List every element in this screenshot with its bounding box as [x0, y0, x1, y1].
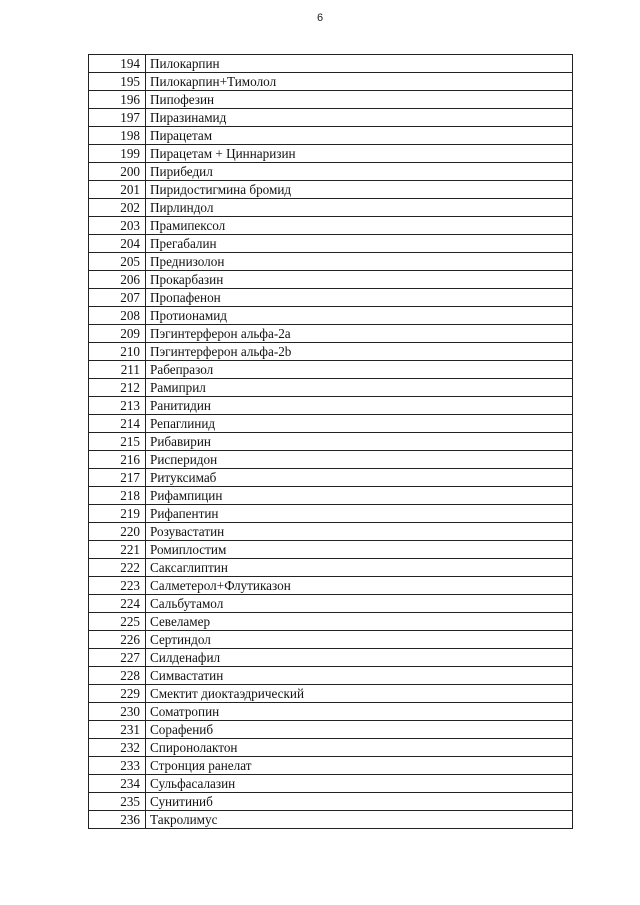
drug-name: Рифапентин [146, 505, 573, 523]
row-number: 213 [89, 397, 146, 415]
table-row [89, 613, 573, 631]
row-number: 209 [89, 325, 146, 343]
row-number: 199 [89, 145, 146, 163]
table-row [89, 541, 573, 559]
drug-name: Пэгинтерферон альфа-2b [146, 343, 573, 361]
table-row [89, 451, 573, 469]
table-row [89, 91, 573, 109]
row-number: 201 [89, 181, 146, 199]
page-number: 6 [316, 12, 324, 24]
drug-name: Ромиплостим [146, 541, 573, 559]
row-number: 202 [89, 199, 146, 217]
table-row [89, 811, 573, 829]
table-row [89, 577, 573, 595]
drug-name: Сорафениб [146, 721, 573, 739]
row-number: 230 [89, 703, 146, 721]
row-number: 204 [89, 235, 146, 253]
table-row [89, 271, 573, 289]
table-row [89, 217, 573, 235]
table-row [89, 703, 573, 721]
drug-name: Симвастатин [146, 667, 573, 685]
table-row [89, 235, 573, 253]
row-number: 232 [89, 739, 146, 757]
table-row [89, 487, 573, 505]
drug-table-body [89, 55, 573, 829]
row-number: 203 [89, 217, 146, 235]
table-row [89, 667, 573, 685]
table-row [89, 631, 573, 649]
row-number: 214 [89, 415, 146, 433]
drug-name: Такролимус [146, 811, 573, 829]
drug-name: Пилокарпин+Тимолол [146, 73, 573, 91]
row-number: 210 [89, 343, 146, 361]
row-number: 224 [89, 595, 146, 613]
row-number: 235 [89, 793, 146, 811]
drug-name: Пиразинамид [146, 109, 573, 127]
table-row [89, 469, 573, 487]
drug-name: Прамипексол [146, 217, 573, 235]
drug-name: Рифампицин [146, 487, 573, 505]
row-number: 226 [89, 631, 146, 649]
row-number: 233 [89, 757, 146, 775]
drug-name: Рисперидон [146, 451, 573, 469]
drug-name: Саксаглиптин [146, 559, 573, 577]
drug-name: Салметерол+Флутиказон [146, 577, 573, 595]
table-row [89, 793, 573, 811]
table-row [89, 721, 573, 739]
drug-name: Сунитиниб [146, 793, 573, 811]
drug-name: Пирибедил [146, 163, 573, 181]
drug-name: Рибавирин [146, 433, 573, 451]
drug-name: Сальбутамол [146, 595, 573, 613]
row-number: 194 [89, 55, 146, 73]
row-number: 205 [89, 253, 146, 271]
drug-name: Пэгинтерферон альфа-2a [146, 325, 573, 343]
row-number: 218 [89, 487, 146, 505]
drug-name: Пилокарпин [146, 55, 573, 73]
row-number: 231 [89, 721, 146, 739]
drug-name: Ритуксимаб [146, 469, 573, 487]
table-row [89, 181, 573, 199]
drug-name: Стронция ранелат [146, 757, 573, 775]
table-row [89, 109, 573, 127]
table-row [89, 397, 573, 415]
drug-name: Смектит диоктаэдрический [146, 685, 573, 703]
drug-name: Пипофезин [146, 91, 573, 109]
table-row [89, 307, 573, 325]
row-number: 222 [89, 559, 146, 577]
table-row [89, 343, 573, 361]
table-row [89, 73, 573, 91]
drug-name: Соматропин [146, 703, 573, 721]
table-row [89, 505, 573, 523]
table-row [89, 595, 573, 613]
table-row [89, 163, 573, 181]
row-number: 206 [89, 271, 146, 289]
drug-name: Пирацетам [146, 127, 573, 145]
row-number: 207 [89, 289, 146, 307]
row-number: 220 [89, 523, 146, 541]
row-number: 223 [89, 577, 146, 595]
row-number: 208 [89, 307, 146, 325]
drug-name: Розувастатин [146, 523, 573, 541]
row-number: 227 [89, 649, 146, 667]
row-number: 221 [89, 541, 146, 559]
drug-name: Спиронолактон [146, 739, 573, 757]
table-row [89, 379, 573, 397]
table-row [89, 55, 573, 73]
row-number: 195 [89, 73, 146, 91]
row-number: 215 [89, 433, 146, 451]
row-number: 216 [89, 451, 146, 469]
row-number: 212 [89, 379, 146, 397]
table-row [89, 739, 573, 757]
table-row [89, 325, 573, 343]
row-number: 200 [89, 163, 146, 181]
drug-name: Прокарбазин [146, 271, 573, 289]
table-row [89, 127, 573, 145]
drug-name: Рабепразол [146, 361, 573, 379]
row-number: 236 [89, 811, 146, 829]
drug-name: Пропафенон [146, 289, 573, 307]
drug-name: Севеламер [146, 613, 573, 631]
drug-name: Пирацетам + Циннаризин [146, 145, 573, 163]
drug-name: Преднизолон [146, 253, 573, 271]
row-number: 196 [89, 91, 146, 109]
table-row [89, 433, 573, 451]
table-row [89, 361, 573, 379]
row-number: 234 [89, 775, 146, 793]
row-number: 219 [89, 505, 146, 523]
table-row [89, 145, 573, 163]
drug-name: Рамиприл [146, 379, 573, 397]
row-number: 217 [89, 469, 146, 487]
row-number: 198 [89, 127, 146, 145]
drug-name: Репаглинид [146, 415, 573, 433]
drug-name: Силденафил [146, 649, 573, 667]
table-row [89, 559, 573, 577]
table-row [89, 685, 573, 703]
drug-table [88, 54, 573, 829]
drug-name: Сертиндол [146, 631, 573, 649]
drug-name: Прегабалин [146, 235, 573, 253]
table-row [89, 757, 573, 775]
table-row [89, 289, 573, 307]
table-row [89, 415, 573, 433]
row-number: 229 [89, 685, 146, 703]
drug-name: Пирлиндол [146, 199, 573, 217]
row-number: 228 [89, 667, 146, 685]
drug-name: Ранитидин [146, 397, 573, 415]
table-row [89, 649, 573, 667]
table-row [89, 199, 573, 217]
row-number: 225 [89, 613, 146, 631]
table-row [89, 253, 573, 271]
drug-name: Пиридостигмина бромид [146, 181, 573, 199]
drug-name: Протионамид [146, 307, 573, 325]
table-row [89, 775, 573, 793]
drug-name: Сульфасалазин [146, 775, 573, 793]
row-number: 197 [89, 109, 146, 127]
row-number: 211 [89, 361, 146, 379]
table-row [89, 523, 573, 541]
